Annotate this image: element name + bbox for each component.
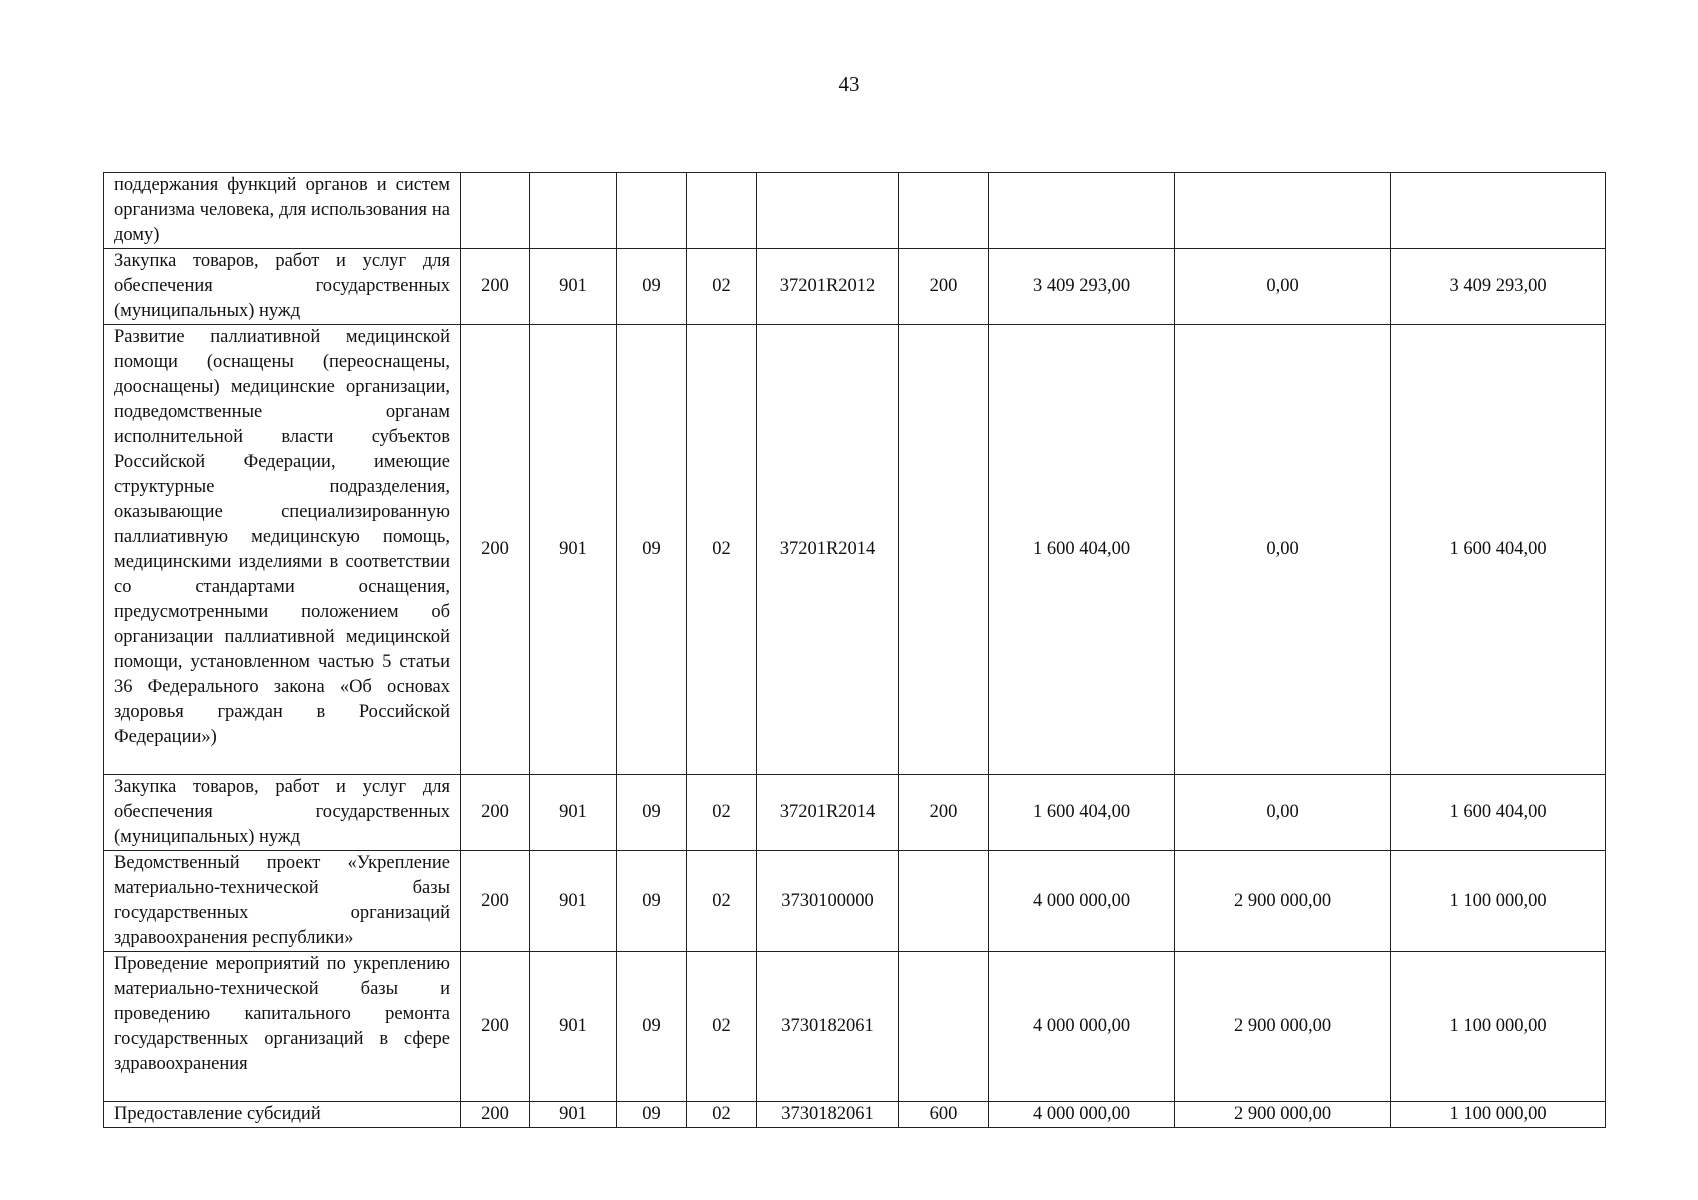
- cell-col4: 02: [687, 325, 757, 775]
- cell-col2: 901: [530, 952, 617, 1102]
- table-row: [104, 952, 1606, 1102]
- cell-col1: 200: [461, 775, 530, 851]
- budget-table: [103, 172, 1606, 1128]
- row-name: Предоставление субсидий: [104, 1102, 461, 1128]
- cell-col7: [989, 173, 1175, 249]
- cell-col2: 901: [530, 249, 617, 325]
- table-row: [104, 775, 1606, 851]
- cell-col9: 1 100 000,00: [1391, 1102, 1606, 1128]
- cell-col7: 1 600 404,00: [989, 325, 1175, 775]
- cell-col2: [530, 173, 617, 249]
- cell-col3: 09: [617, 851, 687, 952]
- cell-col5: 3730182061: [757, 952, 899, 1102]
- page-number: 43: [838, 72, 860, 96]
- cell-col8: 2 900 000,00: [1175, 851, 1391, 952]
- cell-col7: 3 409 293,00: [989, 249, 1175, 325]
- cell-col2: 901: [530, 325, 617, 775]
- cell-col3: 09: [617, 249, 687, 325]
- cell-col2: 901: [530, 775, 617, 851]
- cell-col2: 901: [530, 851, 617, 952]
- cell-col4: 02: [687, 775, 757, 851]
- cell-col1: 200: [461, 249, 530, 325]
- cell-col1: [461, 173, 530, 249]
- row-name: поддержания функций органов и систем организма человека, для использования на дому): [104, 173, 461, 249]
- cell-col1: 200: [461, 1102, 530, 1128]
- cell-col8: 2 900 000,00: [1175, 1102, 1391, 1128]
- cell-col6: [899, 173, 989, 249]
- cell-col9: 3 409 293,00: [1391, 249, 1606, 325]
- cell-col6: [899, 325, 989, 775]
- cell-col7: 4 000 000,00: [989, 952, 1175, 1102]
- cell-col4: [687, 173, 757, 249]
- cell-col4: 02: [687, 249, 757, 325]
- cell-col8: 0,00: [1175, 325, 1391, 775]
- cell-col5: 37201R2014: [757, 775, 899, 851]
- cell-col5: [757, 173, 899, 249]
- row-name: Ведомственный проект «Укрепление материально-технической базы государственных организаций здравоохранения республики»: [104, 851, 461, 952]
- row-name: Проведение мероприятий по укреплению материально-технической базы и проведению капитального ремонта государственных организаций в сфере здравоохранения: [104, 952, 461, 1102]
- row-name: Развитие паллиативной медицинской помощи (оснащены (переоснащены, дооснащены) медицинские организации, подведомственные органам исполнительной власти субъектов Российской Федерации, имеющие структурные подразделения, оказывающие специализированную паллиативную медицинскую помощь, медицинскими изделиями в соответствии со стандартами оснащения, предусмотренными положением об организации паллиативной медицинской помощи, установленном частью 5 статьи 36 Федерального закона «Об основах здоровья граждан в Российской Федерации»): [104, 325, 461, 775]
- cell-col5: 3730182061: [757, 1102, 899, 1128]
- cell-col9: [1391, 173, 1606, 249]
- cell-col9: 1 600 404,00: [1391, 325, 1606, 775]
- table-row: [104, 1102, 1606, 1128]
- cell-col7: 4 000 000,00: [989, 1102, 1175, 1128]
- cell-col7: 4 000 000,00: [989, 851, 1175, 952]
- cell-col6: [899, 952, 989, 1102]
- table-row: [104, 173, 1606, 249]
- cell-col1: 200: [461, 851, 530, 952]
- table-row: [104, 851, 1606, 952]
- table-row: [104, 249, 1606, 325]
- cell-col6: 200: [899, 775, 989, 851]
- cell-col9: 1 600 404,00: [1391, 775, 1606, 851]
- cell-col3: 09: [617, 952, 687, 1102]
- cell-col5: 37201R2012: [757, 249, 899, 325]
- cell-col8: 0,00: [1175, 249, 1391, 325]
- cell-col6: 600: [899, 1102, 989, 1128]
- cell-col2: 901: [530, 1102, 617, 1128]
- cell-col5: 37201R2014: [757, 325, 899, 775]
- cell-col3: [617, 173, 687, 249]
- cell-col3: 09: [617, 325, 687, 775]
- table-row: [104, 325, 1606, 775]
- cell-col9: 1 100 000,00: [1391, 952, 1606, 1102]
- cell-col7: 1 600 404,00: [989, 775, 1175, 851]
- cell-col1: 200: [461, 325, 530, 775]
- cell-col5: 3730100000: [757, 851, 899, 952]
- row-name: Закупка товаров, работ и услуг для обеспечения государственных (муниципальных) нужд: [104, 249, 461, 325]
- cell-col3: 09: [617, 1102, 687, 1128]
- cell-col1: 200: [461, 952, 530, 1102]
- cell-col6: 200: [899, 249, 989, 325]
- cell-col4: 02: [687, 1102, 757, 1128]
- cell-col3: 09: [617, 775, 687, 851]
- cell-col6: [899, 851, 989, 952]
- cell-col8: 0,00: [1175, 775, 1391, 851]
- cell-col8: 2 900 000,00: [1175, 952, 1391, 1102]
- cell-col8: [1175, 173, 1391, 249]
- cell-col4: 02: [687, 952, 757, 1102]
- cell-col4: 02: [687, 851, 757, 952]
- cell-col9: 1 100 000,00: [1391, 851, 1606, 952]
- row-name: Закупка товаров, работ и услуг для обеспечения государственных (муниципальных) нужд: [104, 775, 461, 851]
